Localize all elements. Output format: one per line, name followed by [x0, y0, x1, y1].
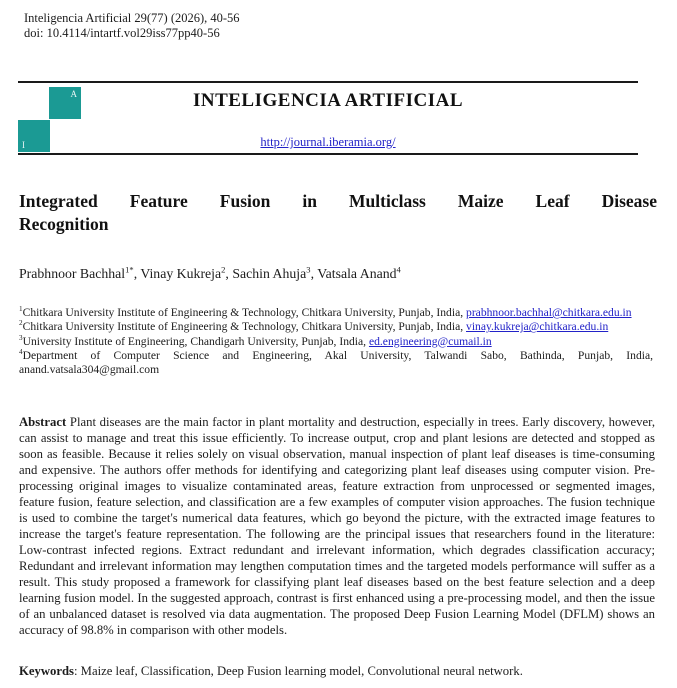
- keywords-label: Keywords: [19, 664, 74, 678]
- article-title-line1: Integrated Feature Fusion in Multiclass Maize Leaf Disease: [19, 191, 657, 211]
- author-name: Prabhnoor Bachhal$^{1*}$: [19, 264, 134, 281]
- author-affiliation-sup: 1*: [125, 264, 134, 275]
- affiliation-entry: $^1$Chitkara University Institute of Engineering & Technology, Chitkara University, Punjab, India, prabhnoor.bachhal@chitkara.edu.in: [19, 305, 632, 319]
- article-title: [19, 190, 657, 235]
- affiliation-entry: $^3$University Institute of Engineering, Chandigarh University, Punjab, India, ed.engineering@cumail.in: [19, 333, 492, 348]
- logo-letter-i: I: [22, 140, 25, 150]
- affiliation-email-link[interactable]: prabhnoor.bachhal@chitkara.edu.in: [466, 306, 632, 319]
- author-name: Sachin Ahuja$^3$: [232, 264, 311, 281]
- affiliation-email: anand.vatsala304@gmail.com: [19, 363, 160, 377]
- journal-masthead: [18, 81, 638, 155]
- keywords-line: [19, 664, 655, 679]
- keywords-text: : Maize leaf, Classification, Deep Fusion learning model, Convolutional neural network.: [73, 664, 523, 678]
- affiliation-entry: $^2$Chitkara University Institute of Engineering & Technology, Chitkara University, Punjab, India, vinay.kukreja@chitkara.edu.in: [19, 319, 609, 334]
- author-affiliation-sup: 2: [221, 264, 226, 275]
- affiliation-sup: 4: [19, 348, 23, 357]
- abstract-label: Abstract: [19, 415, 67, 429]
- author-affiliation-sup: 4: [396, 264, 401, 275]
- affiliation-sup: 1: [19, 305, 23, 314]
- author-affiliation-sup: 3: [306, 264, 311, 275]
- journal-title: INTELIGENCIA ARTIFICIAL: [192, 90, 464, 111]
- affiliation-email-link[interactable]: ed.engineering@cumail.in: [368, 334, 492, 348]
- article-title-line2: Recognition: [19, 213, 109, 234]
- logo-letter-a: A: [70, 89, 77, 99]
- journal-ref-line: Inteligencia Artificial 29(77) (2026), 40-56: [24, 11, 240, 25]
- author-name: Vinay Kukreja$^2$: [140, 264, 226, 281]
- journal-url-link[interactable]: http://journal.iberamia.org/: [260, 135, 396, 149]
- affiliation-sup: 3: [19, 333, 23, 342]
- affiliation-sup: 2: [19, 319, 23, 328]
- author-name: Vatsala Anand$^4$: [317, 264, 401, 281]
- affiliation-email-link[interactable]: vinay.kukreja@chitkara.edu.in: [466, 320, 609, 334]
- affiliations-block: [19, 306, 653, 377]
- doi-line: doi: 10.4114/intartf.vol29iss77pp40-56: [24, 25, 220, 40]
- journal-reference: [24, 11, 240, 40]
- abstract-paragraph: [19, 414, 655, 638]
- abstract-text: Plant diseases are the main factor in plant mortality and destruction, especially in trees. Early discovery, however, can assist to manage and treat this issue efficiently. To increase output, crop and plant lesions are detected and stopped as soon as feasible. Because it relies solely on visual observation, manual inspection of plant leaf diseases is time-consuming and expensive. The authors offer methods for identifying and categorizing plant leaf diseases using computer vision. Pre-processing original images to visualize contaminated areas, feature extraction from unprocessed or segmented images, feature fusion, feature selection, and classification are a few examples of computer vision approaches. The fusion technique is used to combine the target's numerical data features, which go beyond the picture, with the extracted image features to increase the target's feature representation. The following are the principal issues that researchers found in the literature: Low-contrast infected regions. Extract redundant and irrelevant information, which degrades classification accuracy; Redundant and irrelevant information may lengthen computation times and the targeted models performance will suffer as a result. This study proposed a framework for classifying plant leaf diseases based on the best feature selection and a deep learning fusion model. In the suggested approach, contrast is first enhanced using a pre-processing model, and then the issue of an unbalanced dataset is resolved via data augmentation. The proposed Deep Fusion Learning Model (DFLM) shows an accuracy of 98.8% in comparison with other models.: [19, 415, 656, 637]
- authors-line: Prabhnoor Bachhal$^{1*}$, Vinay Kukreja$^2$, Sachin Ahuja$^3$, Vatsala Anand$^4$: [19, 264, 401, 281]
- affiliation-entry: $^4$Department of Computer Science and Engineering, Akal University, Talwandi Sabo, Bathinda, Punjab, India, anand.vatsala304@gmail.com: [19, 348, 653, 377]
